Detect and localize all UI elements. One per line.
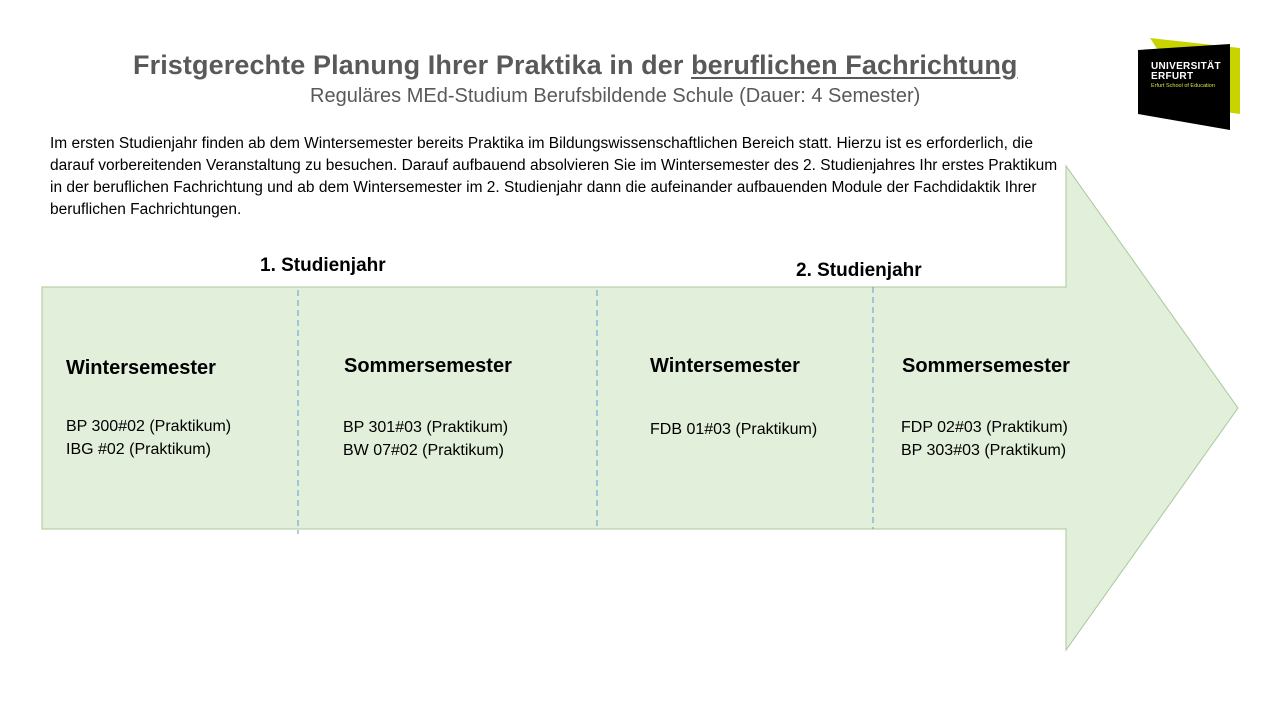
year-label-1: 1. Studienjahr [260,255,386,276]
intro-text: Im ersten Studienjahr finden ab dem Wintersemester bereits Praktika im Bildungswissenschaftlichen Bereich statt. Hierzu ist es erforderlich, die darauf vorbereitenden Veranstaltung zu besuchen. Darauf aufbauend absolvieren Sie im Wintersemester des 2. Studienjahres Ihr erstes Praktikum in der beruflichen Fachrichtung und ab dem Wintersemester im 2. Studienjahr dann die aufeinander aufbauenden Module der Fachdidaktik Ihrer beruflichen Fachrichtungen. [50,135,1058,218]
logo-line-3: Erfurt School of Education [1151,83,1215,89]
semester-title-3: Wintersemester [650,355,800,377]
semester-modules-4 [901,416,1068,462]
arrow-shape [42,166,1238,650]
semester-title-2: Sommersemester [344,355,512,377]
semester-title-4: Sommersemester [902,355,1070,377]
semester-modules-3 [650,418,817,441]
module-item: BW 07#02 (Praktikum) [343,442,504,459]
module-item: BP 303#03 (Praktikum) [901,442,1067,459]
module-item: FDB 01#03 (Praktikum) [650,421,818,438]
module-item: BP 301#03 (Praktikum) [343,419,509,436]
logo-line-2: ERFURT [1151,71,1194,82]
page-subtitle: Reguläres MEd-Studium Berufsbildende Schule (Dauer: 4 Semester) [310,85,921,107]
logo-line-1: UNIVERSITÄT [1151,61,1221,72]
module-item: FDP 02#03 (Praktikum) [901,419,1068,436]
logo-text [1151,62,1221,90]
year-label-2: 2. Studienjahr [796,260,922,281]
page-title: Fristgerechte Planung Ihrer Praktika in der beruflichen Fachrichtung [133,50,1018,80]
semester-modules-2 [343,416,508,462]
module-item: BP 300#02 (Praktikum) [66,418,232,435]
semester-modules-1 [66,415,231,461]
semester-title-1: Wintersemester [66,357,216,379]
module-item: IBG #02 (Praktikum) [66,441,211,458]
